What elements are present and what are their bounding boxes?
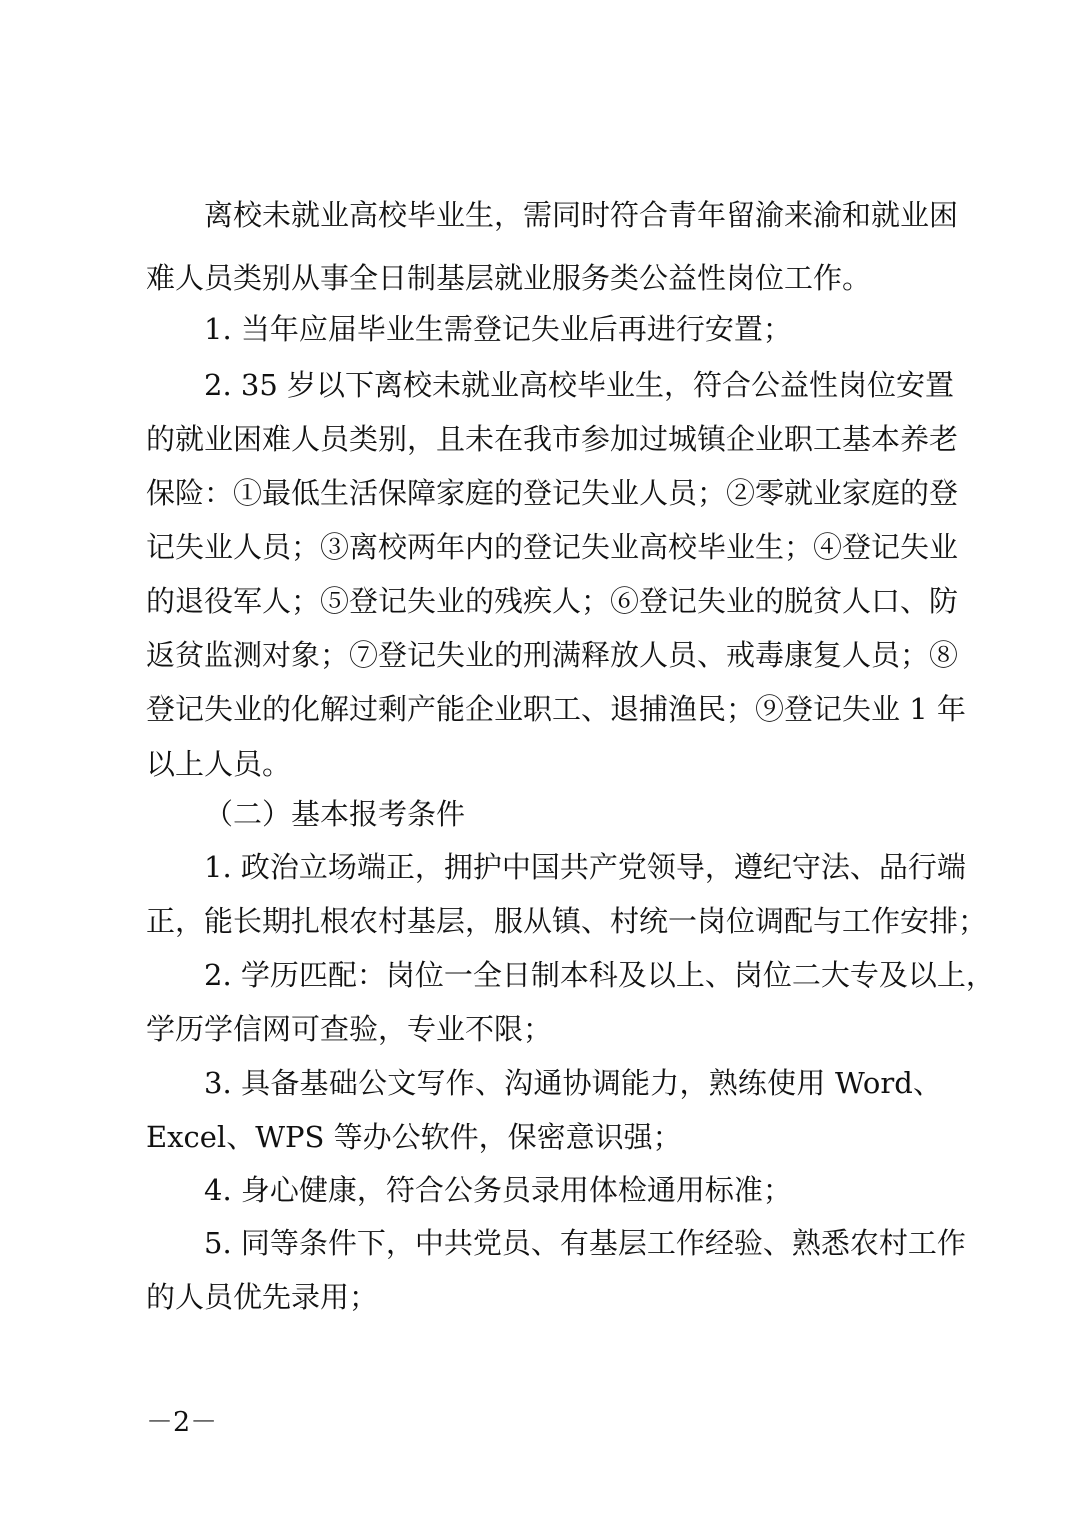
text-line: 4. 身心健康，符合公务员录用体检通用标准； (204, 1173, 792, 1207)
text-line: 离校未就业高校毕业生，需同时符合青年留渝来渝和就业困 (204, 198, 959, 232)
section-heading: （二）基本报考条件 (204, 797, 466, 831)
text-line: 2. 35 岁以下离校未就业高校毕业生，符合公益性岗位安置 (204, 368, 955, 402)
text-line: 5. 同等条件下，中共党员、有基层工作经验、熟悉农村工作 (204, 1226, 966, 1260)
text-line: 保险：①最低生活保障家庭的登记失业人员；②零就业家庭的登 (146, 476, 959, 510)
text-line: 的退役军人；⑤登记失业的残疾人；⑥登记失业的脱贫人口、防 (146, 584, 959, 618)
text-line: 的就业困难人员类别，且未在我市参加过城镇企业职工基本养老 (146, 422, 959, 456)
text-line: 难人员类别从事全日制基层就业服务类公益性岗位工作。 (146, 261, 872, 295)
text-line: 记失业人员；③离校两年内的登记失业高校毕业生；④登记失业 (146, 530, 959, 564)
text-line: 3. 具备基础公文写作、沟通协调能力，熟练使用 Word、 (204, 1066, 942, 1100)
text-line: 的人员优先录用； (146, 1280, 379, 1314)
text-line: 返贫监测对象；⑦登记失业的刑满释放人员、戒毒康复人员；⑧ (146, 638, 959, 672)
text-line: 学历学信网可查验，专业不限； (146, 1012, 553, 1046)
text-line: 正，能长期扎根农村基层，服从镇、村统一岗位调配与工作安排； (146, 904, 988, 938)
text-line: Excel、WPS 等办公软件，保密意识强； (146, 1120, 682, 1154)
text-line: 登记失业的化解过剩产能企业职工、退捕渔民；⑨登记失业 1 年 (146, 692, 966, 726)
page-number: －2－ (146, 1407, 218, 1438)
text-line: 以上人员。 (146, 747, 292, 781)
text-line: 1. 当年应届毕业生需登记失业后再进行安置； (204, 312, 792, 346)
text-line: 1. 政治立场端正，拥护中国共产党领导，遵纪守法、品行端 (204, 850, 966, 884)
text-line: 2. 学历匹配：岗位一全日制本科及以上、岗位二大专及以上， (204, 958, 995, 992)
